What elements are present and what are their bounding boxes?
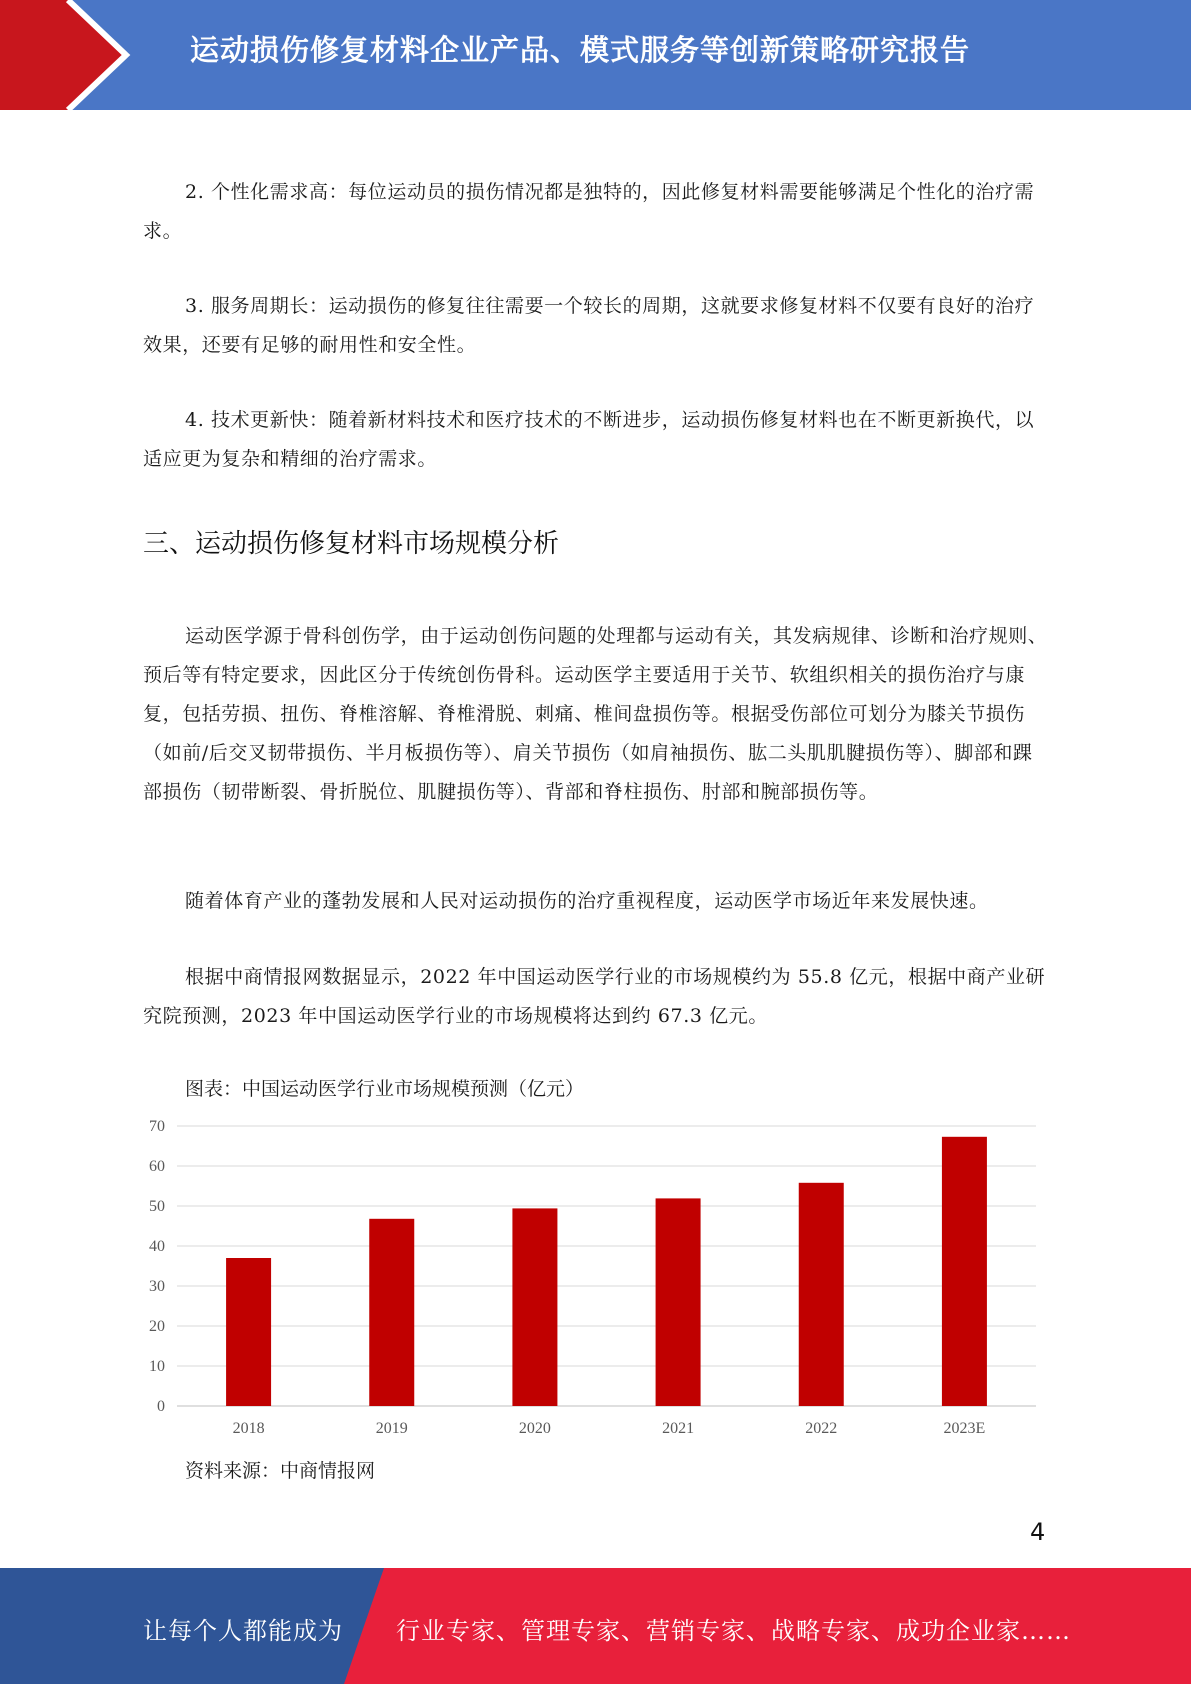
bar	[369, 1219, 414, 1406]
page-number: 4	[1030, 1518, 1046, 1546]
section-title: 三、运动损伤修复材料市场规模分析	[143, 529, 560, 559]
bar	[799, 1183, 844, 1406]
paragraph-market-growth: 随着体育产业的蓬勃发展和人民对运动损伤的治疗重视程度，运动医学市场近年来发展快速。	[185, 890, 989, 912]
paragraph-personalized-demand: 2. 个性化需求高：每位运动员的损伤情况都是独特的，因此修复材料需要能够满足个性化的治疗需求。	[143, 181, 1035, 242]
x-tick-label: 2018	[232, 1420, 265, 1437]
y-tick-label: 0	[157, 1398, 165, 1415]
footer-slogan-left: 让每个人都能成为	[143, 1617, 343, 1645]
y-tick-label: 70	[149, 1118, 165, 1135]
market-size-bar-chart	[130, 1110, 1050, 1450]
x-tick-label: 2023E	[943, 1420, 986, 1437]
bar	[512, 1208, 557, 1406]
header-chevron-decoration	[0, 0, 160, 110]
y-tick-label: 30	[149, 1278, 165, 1295]
footer-slogan-right: 行业专家、管理专家、营销专家、战略专家、成功企业家……	[396, 1617, 1071, 1645]
chart-caption: 图表：中国运动医学行业市场规模预测（亿元）	[185, 1078, 585, 1100]
y-tick-label: 20	[149, 1318, 165, 1335]
y-tick-label: 60	[149, 1158, 165, 1175]
paragraph-sports-medicine: 运动医学源于骨科创伤学，由于运动创伤问题的处理都与运动有关，其发病规律、诊断和治疗规则、预后等有特定要求，因此区分于传统创伤骨科。运动医学主要适用于关节、软组织相关的损伤治疗与康复，包括劳损、扭伤、脊椎溶解、脊椎滑脱、刺痛、椎间盘损伤等。根据受伤部位可划分为膝关节损伤（如前/后交叉韧带损伤、半月板损伤等）、肩关节损伤（如肩袖损伤、肱二头肌肌腱损伤等）、脚部和踝部损伤（韧带断裂、骨折脱位、肌腱损伤等）、背部和脊柱损伤、肘部和腕部损伤等。	[143, 625, 1048, 803]
y-tick-label: 50	[149, 1198, 165, 1215]
x-tick-label: 2020	[518, 1420, 551, 1437]
page-footer	[0, 1568, 1191, 1684]
x-tick-label: 2019	[375, 1420, 408, 1437]
bar	[656, 1198, 701, 1406]
bar	[942, 1137, 987, 1406]
paragraph-tech-update: 4. 技术更新快：随着新材料技术和医疗技术的不断进步，运动损伤修复材料也在不断更新换代，以适应更为复杂和精细的治疗需求。	[143, 409, 1035, 470]
x-tick-label: 2022	[805, 1420, 838, 1437]
page-header	[0, 0, 1191, 110]
paragraph-market-size: 根据中商情报网数据显示，2022 年中国运动医学行业的市场规模约为 55.8 亿元，根据中商产业研究院预测，2023 年中国运动医学行业的市场规模将达到约 67.3 亿元。	[143, 966, 1046, 1027]
y-tick-label: 10	[149, 1358, 165, 1375]
header-title: 运动损伤修复材料企业产品、模式服务等创新策略研究报告	[190, 33, 971, 67]
bar	[226, 1258, 271, 1406]
x-tick-label: 2021	[662, 1420, 695, 1437]
chart-source: 资料来源：中商情报网	[185, 1460, 376, 1482]
paragraph-service-cycle: 3. 服务周期长：运动损伤的修复往往需要一个较长的周期，这就要求修复材料不仅要有良好的治疗效果，还要有足够的耐用性和安全性。	[143, 295, 1035, 356]
y-tick-label: 40	[149, 1238, 165, 1255]
